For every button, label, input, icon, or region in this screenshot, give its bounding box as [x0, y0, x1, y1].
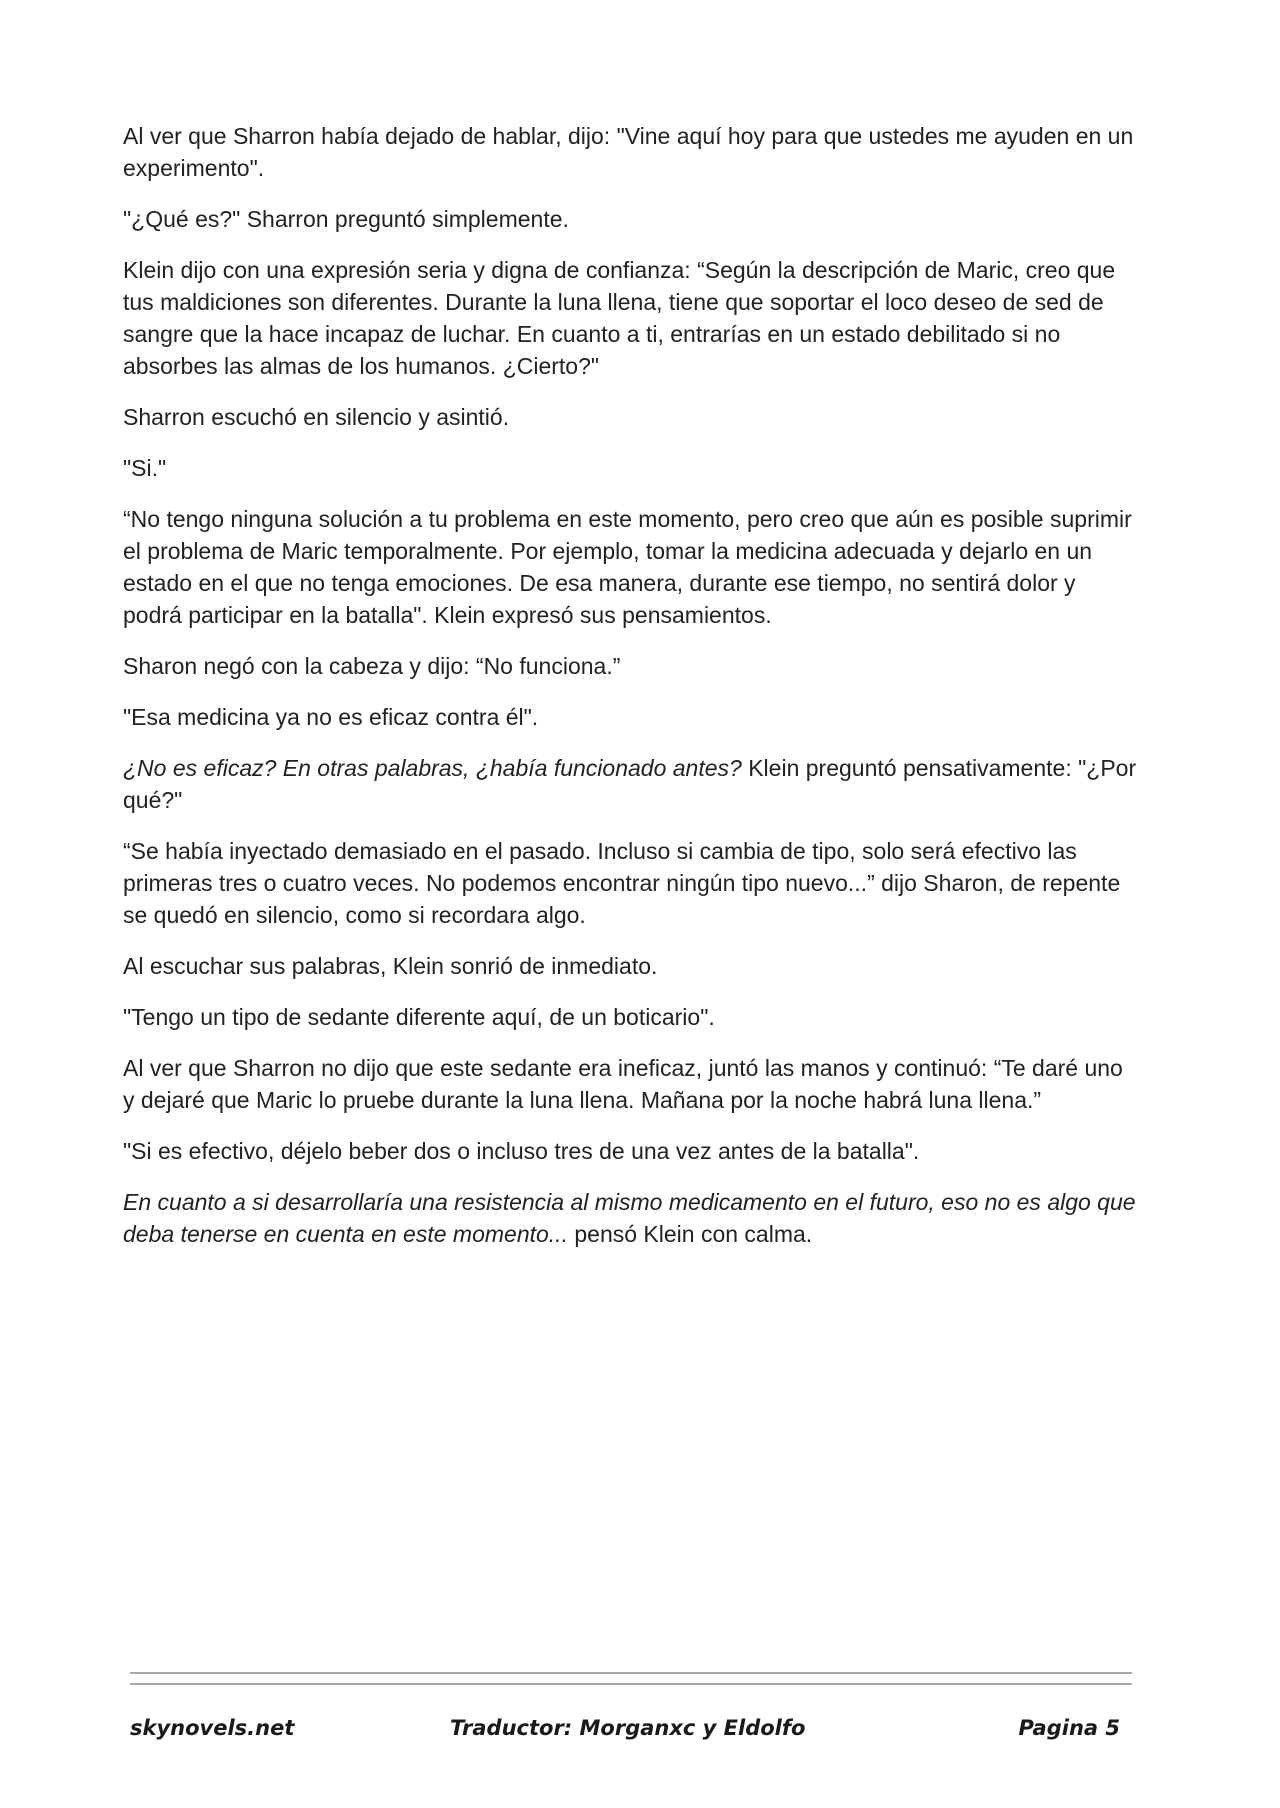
paragraph — [123, 701, 1138, 733]
paragraph — [123, 1001, 1138, 1033]
paragraph — [123, 752, 1138, 816]
paragraph-text: Al ver que Sharron había dejado de hablar, dijo: "Vine aquí hoy para que ustedes me ayuden en un experimento". — [123, 123, 1134, 181]
paragraph — [123, 950, 1138, 982]
paragraph-text: "Si." — [123, 455, 167, 481]
paragraph — [123, 1052, 1138, 1116]
footer-rule-top — [130, 1672, 1132, 1674]
paragraph-text: Sharon negó con la cabeza y dijo: “No funciona.” — [123, 653, 621, 679]
paragraph — [123, 1186, 1138, 1250]
paragraph-text: Klein preguntó pensativamente: "¿Por qué?" — [123, 755, 1137, 813]
paragraph — [123, 503, 1138, 631]
paragraph-text: pensó Klein con calma. — [567, 1221, 813, 1247]
paragraph-italic-text: ¿No es eficaz? En otras palabras, ¿había funcionado antes? — [123, 755, 742, 781]
document-body — [123, 120, 1138, 1269]
footer-page-number: Pagina 5 — [1018, 1716, 1120, 1740]
footer-rule-bottom — [130, 1683, 1132, 1685]
paragraph-text: Al escuchar sus palabras, Klein sonrió de inmediato. — [123, 953, 658, 979]
paragraph-text: Sharron escuchó en silencio y asintió. — [123, 404, 510, 430]
paragraph-text: "¿Qué es?" Sharron preguntó simplemente. — [123, 206, 569, 232]
paragraph-text: Klein dijo con una expresión seria y digna de confianza: “Según la descripción de Maric, creo que tus maldiciones son diferentes. Durante la luna llena, tiene que soportar el loco deseo de sed de sangre que la hace incapaz de luchar. En cuanto a ti, entrarías en un estado debilitado si no absorbes las almas de los humanos. ¿Cierto?" — [123, 257, 1116, 379]
paragraph — [123, 254, 1138, 382]
paragraph — [123, 452, 1138, 484]
paragraph-text: "Si es efectivo, déjelo beber dos o incluso tres de una vez antes de la batalla". — [123, 1138, 920, 1164]
page-footer — [130, 1716, 1132, 1750]
paragraph-text: "Tengo un tipo de sedante diferente aquí, de un boticario". — [123, 1004, 715, 1030]
paragraph — [123, 650, 1138, 682]
paragraph — [123, 1135, 1138, 1167]
paragraph — [123, 835, 1138, 931]
footer-translator: Traductor: Morganxc y Eldolfo — [450, 1716, 806, 1740]
paragraph — [123, 401, 1138, 433]
paragraph-text: Al ver que Sharron no dijo que este sedante era ineficaz, juntó las manos y continuó: “Te daré uno y dejaré que Maric lo pruebe durante la luna llena. Mañana por la noche habrá luna llena.” — [123, 1055, 1123, 1113]
paragraph-italic-text: En cuanto a si desarrollaría una resistencia al mismo medicamento en el futuro, eso no es algo que deba tenerse en cuenta en este momento... — [123, 1189, 1136, 1247]
paragraph-text: "Esa medicina ya no es eficaz contra él". — [123, 704, 539, 730]
paragraph-text: “Se había inyectado demasiado en el pasado. Incluso si cambia de tipo, solo será efectivo las primeras tres o cuatro veces. No podemos encontrar ningún tipo nuevo...” dijo Sharon, de repente se quedó en silencio, como si recordara algo. — [123, 838, 1121, 928]
paragraph — [123, 120, 1138, 184]
paragraph — [123, 203, 1138, 235]
footer-divider — [130, 1672, 1132, 1694]
footer-site: skynovels.net — [130, 1716, 295, 1740]
paragraph-text: “No tengo ninguna solución a tu problema en este momento, pero creo que aún es posible suprimir el problema de Maric temporalmente. Por ejemplo, tomar la medicina adecuada y dejarlo en un estado en el que no tenga emociones. De esa manera, durante ese tiempo, no sentirá dolor y podrá participar en la batalla". Klein expresó sus pensamientos. — [123, 506, 1132, 628]
